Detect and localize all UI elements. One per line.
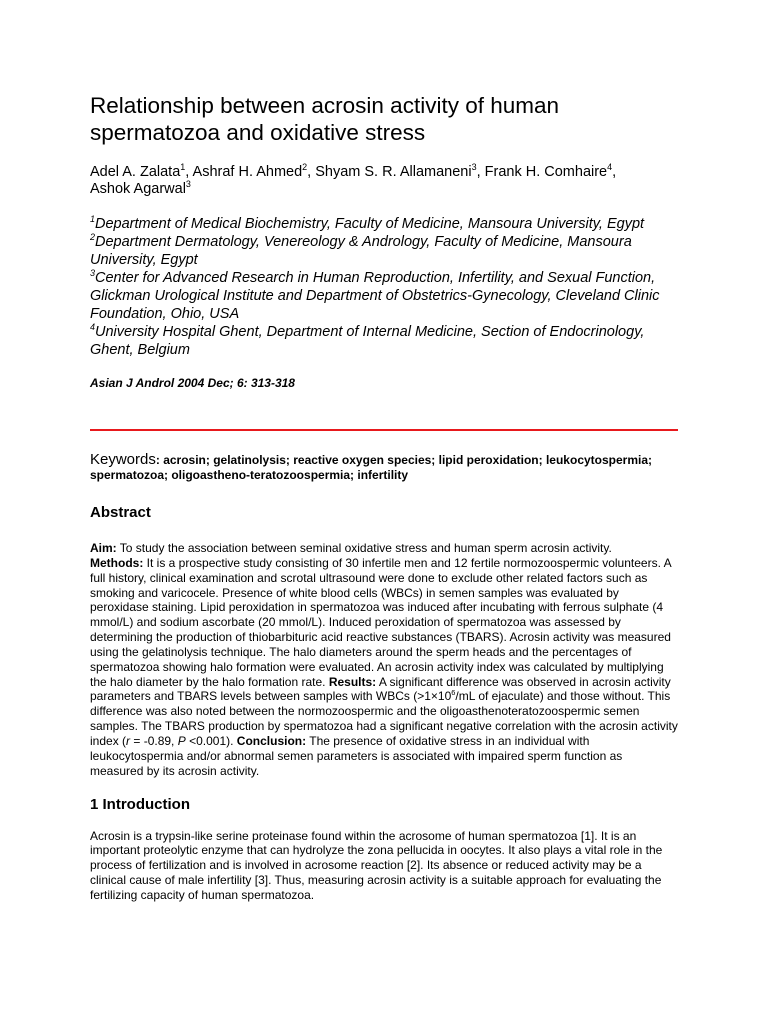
aim-label: Aim: (90, 541, 117, 555)
author-name: Adel A. Zalata (90, 164, 181, 180)
author-name: Frank H. Comhaire (484, 164, 608, 180)
affiliation-marker: 1 (90, 214, 95, 225)
keywords-label: Keywords (90, 451, 156, 468)
keywords (90, 452, 678, 483)
abstract-body (90, 541, 678, 779)
affiliation-marker: 2 (90, 232, 95, 243)
journal-citation: Asian J Androl 2004 Dec; 6: 313-318 (90, 376, 295, 390)
results-p-value: <0.001). (185, 733, 237, 748)
results-r-symbol: r (126, 733, 131, 748)
methods-text: It is a prospective study consisting of 30 infertile men and 12 fertile normozoospermic volunteers. A full history, clinical examination and scrotal ultrasound were done to exclude other related factors such as smoking and varicocele. Presence of white blood cells (WBCs) in semen samples was evaluated by peroxidase staining. Lipid peroxidation in spermatozoa was induced after incubating with ferrous sulphate (4 mmol/L) and sodium ascorbate (20 mmol/L). Induced peroxidation of spermatozoa was assessed by determining the production of thiobarbituric acid reactive substances (TBARS). Acrosin activity was measured using the gelatinolysis technique. The halo diameters around the sperm heads and the percentages of spermatozoa showing halo formation were evaluated. An acrosin activity index was calculated by multiplying the halo diameter by the halo formation rate. (90, 555, 671, 689)
results-exponent: 6 (451, 688, 456, 698)
author-affiliation-marker: 3 (471, 162, 477, 173)
introduction-heading: 1 Introduction (90, 795, 190, 813)
results-r-value: = -0.89, (130, 733, 178, 748)
results-label: Results: (328, 674, 377, 689)
keywords-text: : acrosin; gelatinolysis; reactive oxygen species; lipid peroxidation; leukocytospermia; spermatozoa; oligoastheno-teratozoospermia; infertility (90, 453, 653, 482)
author-name: Ashok Agarwal (90, 181, 186, 197)
affiliation-text: Department Dermatology, Venereology & Andrology, Faculty of Medicine, Mansoura University, Egypt (90, 234, 632, 268)
author-affiliation-marker: 2 (302, 162, 308, 173)
author-name: Shyam S. R. Allamaneni (315, 164, 472, 180)
results-p-symbol: P (177, 733, 186, 748)
affiliation-text: Center for Advanced Research in Human Reproduction, Infertility, and Sexual Function, Glickman Urological Institute and Department of Obstetrics-Gynecology, Cleveland Clinic Foundation, Ohio, USA (90, 270, 660, 322)
author-name: Ashraf H. Ahmed (192, 164, 303, 180)
paper-page (90, 92, 678, 903)
affiliation-text: University Hospital Ghent, Department of Internal Medicine, Section of Endocrinology, Ghent, Belgium (90, 324, 645, 358)
author-list: Adel A. Zalata$^1$, Ashraf H. Ahmed$^2$, Shyam S. R. Allamaneni$^3$, Frank H. Comhaire$^4$, Ashok Agarwal$^3$ (90, 162, 617, 197)
paper-title: Relationship between acrosin activity of human spermatozoa and oxidative stress (90, 93, 560, 145)
abstract-heading: Abstract (90, 504, 151, 521)
conclusion-label: Conclusion: (236, 733, 307, 748)
affiliation (90, 323, 678, 359)
results-text: A significant difference was observed in acrosin activity parameters and TBARS levels between samples with WBCs (>1×10 (90, 674, 671, 704)
results-text-continued: /mL of ejaculate) and those without. This difference was also noted between the normozoospermic and the oligoasthenoteratozoospermic semen samples. The TBARS production by spermatozoa had a significant negative correlation with the acrosin activity index ( (90, 689, 678, 748)
introduction-body: Acrosin is a trypsin-like serine proteinase found within the acrosome of human spermatozoa [1]. It is an important proteolytic enzyme that can hydrolyze the zona pellucida in oocytes. It also plays a vital role in the process of fertilization and is involved in acrosome reaction [2]. Its absence or reduced activity may be a clinical cause of male infertility [3]. Thus, measuring acrosin activity is a suitable approach for evaluating the fertilizing capacity of human spermatozoa. (90, 828, 663, 902)
affiliation-text: Department of Medical Biochemistry, Faculty of Medicine, Mansoura University, Egypt (95, 216, 645, 232)
affiliation (90, 269, 678, 323)
affiliation-marker: 3 (90, 268, 95, 279)
methods-label: Methods: (90, 555, 144, 570)
section-divider (90, 429, 678, 431)
affiliation (90, 233, 678, 269)
author-affiliation-marker: 4 (607, 162, 613, 173)
affiliation-list (90, 215, 678, 359)
affiliation-marker: 4 (90, 322, 95, 333)
aim-text: To study the association between seminal oxidative stress and human sperm acrosin activity. (116, 541, 612, 555)
author-affiliation-marker: 1 (180, 162, 186, 173)
author-affiliation-marker: 3 (185, 179, 191, 190)
affiliation (90, 215, 678, 233)
conclusion-text: The presence of oxidative stress in an individual with leukocytospermia and/or abnormal semen parameters is associated with impaired sperm function as measured by its acrosin activity. (90, 733, 623, 778)
